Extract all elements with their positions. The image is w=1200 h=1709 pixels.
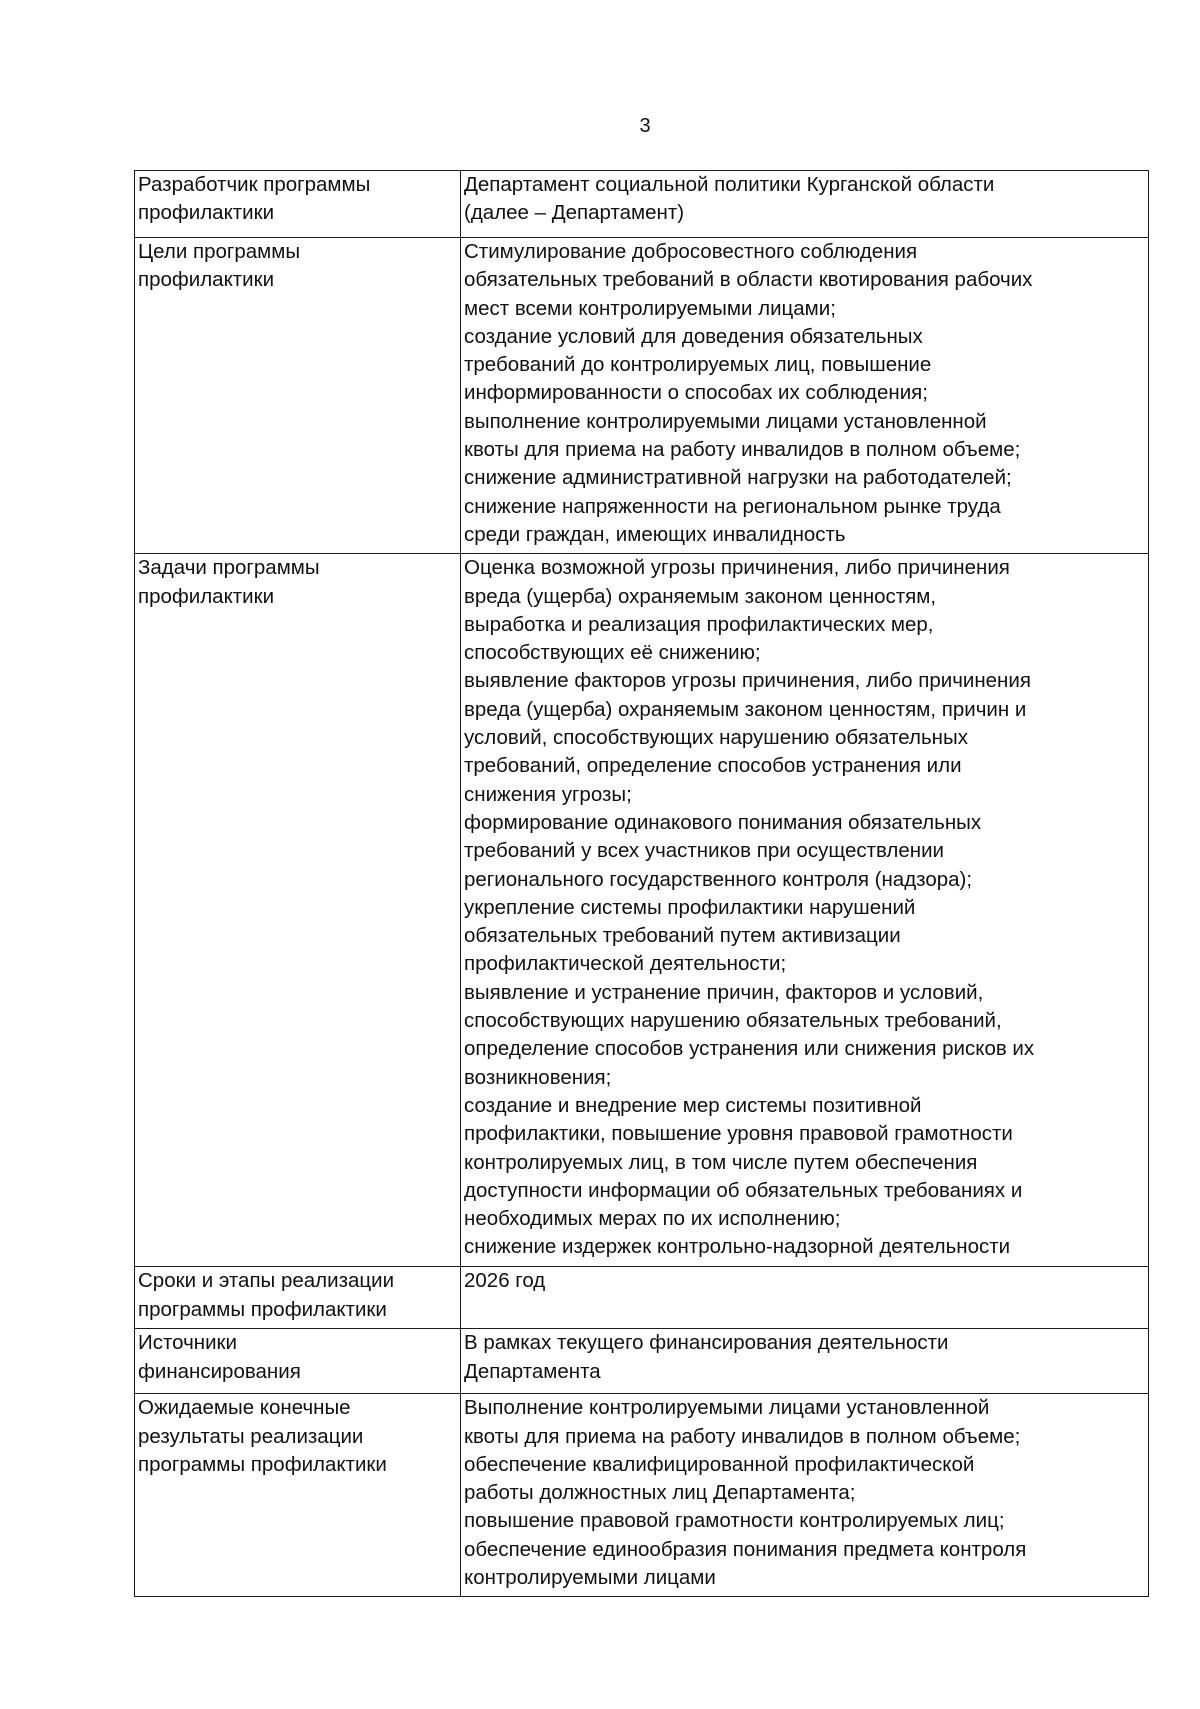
funding-sources-value: В рамках текущего финансирования деятельности Департамента bbox=[461, 1329, 1149, 1394]
row-funding-sources bbox=[135, 1329, 1149, 1394]
program-tasks-value: Оценка возможной угрозы причинения, либо причинения вреда (ущерба) охраняемым законом ценностям, выработка и реализация профилактических мер, способствующих её снижению; выявление факторов угрозы причинения, либо причинения вреда (ущерба) охраняемым законом ценностям, причин и условий, способствующих нарушению обязательных требований, определение способов устранения или снижения угрозы; формирование одинакового понимания обязательных требований у всех участников при осуществлении регионального государственного контроля (надзора); укрепление системы профилактики нарушений обязательных требований путем активизации профилактической деятельности; выявление и устранение причин, факторов и условий, способствующих нарушению обязательных требований, определение способов устранения или снижения рисков их возникновения; создание и внедрение мер системы позитивной профилактики, повышение уровня правовой грамотности контролируемых лиц, в том числе путем обеспечения доступности информации об обязательных требованиях и необходимых мерах по их исполнению; снижение издержек контрольно-надзорной деятельности bbox=[461, 554, 1149, 1267]
implementation-terms-value: 2026 год bbox=[461, 1267, 1149, 1329]
row-program-developer bbox=[135, 171, 1149, 238]
program-tasks-label: Задачи программы профилактики bbox=[135, 554, 461, 1267]
program-developer-value: Департамент социальной политики Курганской области (далее – Департамент) bbox=[461, 171, 1149, 238]
program-developer-label: Разработчик программы профилактики bbox=[135, 171, 461, 238]
row-expected-results bbox=[135, 1394, 1149, 1597]
row-program-goals bbox=[135, 238, 1149, 554]
page-number: 3 bbox=[639, 115, 651, 137]
expected-results-label: Ожидаемые конечные результаты реализации программы профилактики bbox=[135, 1394, 461, 1597]
program-goals-value: Стимулирование добросовестного соблюдения обязательных требований в области квотирования рабочих мест всеми контролируемыми лицами; создание условий для доведения обязательных требований до контролируемых лиц, повышение информированности о способах их соблюдения; выполнение контролируемыми лицами установленной квоты для приема на работу инвалидов в полном объеме; снижение административной нагрузки на работодателей; снижение напряженности на региональном рынке труда среди граждан, имеющих инвалидность bbox=[461, 238, 1149, 554]
row-program-tasks bbox=[135, 554, 1149, 1267]
funding-sources-label: Источники финансирования bbox=[135, 1329, 461, 1394]
program-goals-label: Цели программы профилактики bbox=[135, 238, 461, 554]
expected-results-value: Выполнение контролируемыми лицами установленной квоты для приема на работу инвалидов в полном объеме; обеспечение квалифицированной профилактической работы должностных лиц Департамента; повышение правовой грамотности контролируемых лиц; обеспечение единообразия понимания предмета контроля контролируемыми лицами bbox=[461, 1394, 1149, 1597]
implementation-terms-label: Сроки и этапы реализации программы профилактики bbox=[135, 1267, 461, 1329]
program-passport-table bbox=[134, 170, 1149, 1597]
row-implementation-terms bbox=[135, 1267, 1149, 1329]
